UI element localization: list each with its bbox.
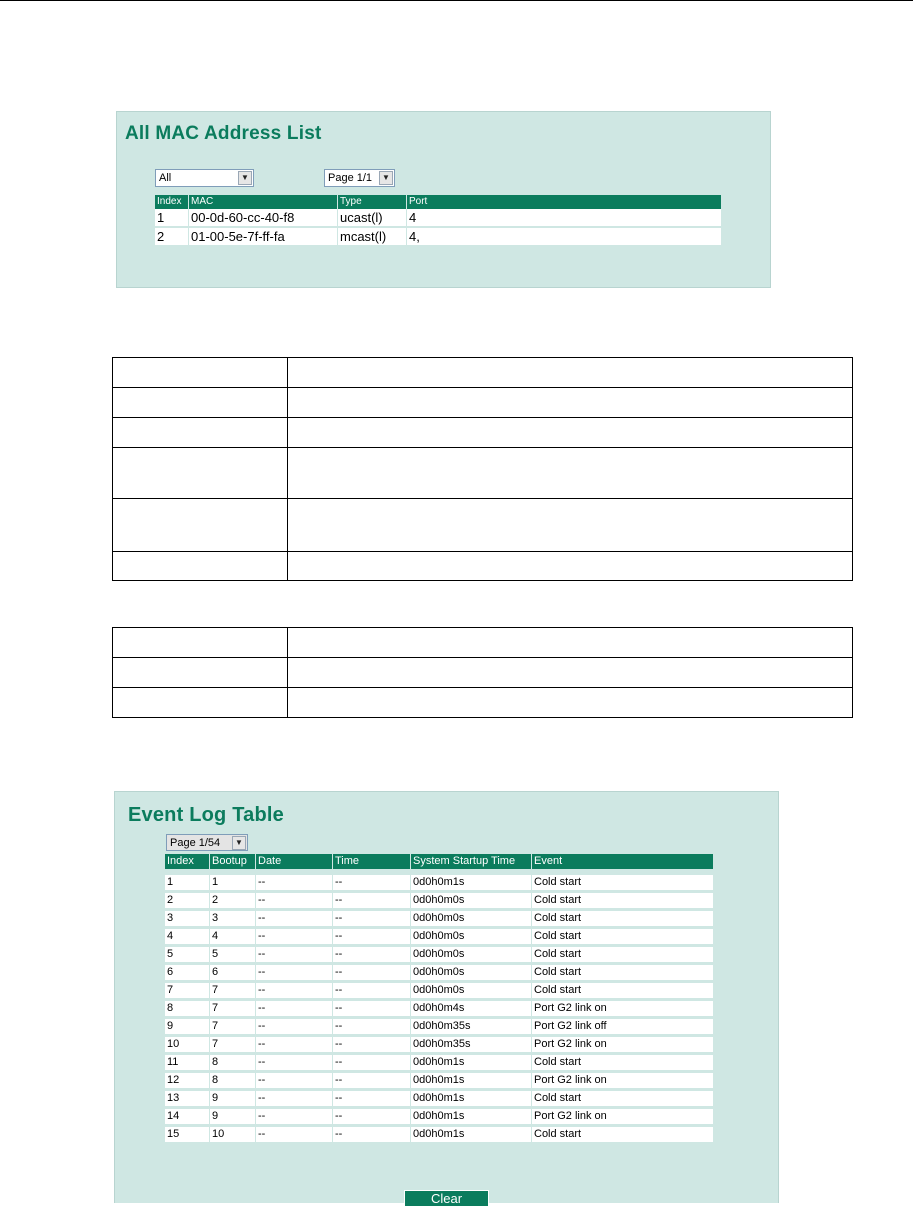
cell-type: mcast(l) — [338, 227, 407, 246]
cell-system-startup-time: 0d0h0m0s — [411, 910, 532, 928]
empty-cell — [113, 448, 288, 499]
empty-cell — [288, 658, 853, 688]
col-event: Event — [532, 854, 714, 869]
cell-bootup: 9 — [210, 1108, 256, 1126]
cell-time: -- — [333, 1108, 411, 1126]
empty-cell — [113, 388, 288, 418]
table-row — [165, 1054, 714, 1072]
cell-bootup: 6 — [210, 964, 256, 982]
cell-system-startup-time: 0d0h0m1s — [411, 1072, 532, 1090]
cell-system-startup-time: 0d0h0m4s — [411, 1000, 532, 1018]
cell-index: 12 — [165, 1072, 210, 1090]
chevron-down-icon: ▼ — [232, 836, 246, 850]
table-row — [165, 1090, 714, 1108]
cell-bootup: 3 — [210, 910, 256, 928]
cell-index: 5 — [165, 946, 210, 964]
chevron-down-icon: ▼ — [238, 171, 252, 185]
event-table-header — [165, 854, 714, 869]
cell-system-startup-time: 0d0h0m35s — [411, 1036, 532, 1054]
cell-system-startup-time: 0d0h0m1s — [411, 1090, 532, 1108]
cell-bootup: 2 — [210, 892, 256, 910]
empty-cell — [288, 628, 853, 658]
cell-index: 2 — [155, 227, 189, 246]
empty-cell — [288, 499, 853, 552]
cell-bootup: 1 — [210, 875, 256, 892]
cell-time: -- — [333, 1000, 411, 1018]
cell-date: -- — [256, 1054, 333, 1072]
table-row — [165, 1072, 714, 1090]
cell-time: -- — [333, 964, 411, 982]
clear-button[interactable]: Clear — [404, 1190, 489, 1207]
empty-cell — [288, 358, 853, 388]
cell-system-startup-time: 0d0h0m1s — [411, 1054, 532, 1072]
empty-cell — [113, 418, 288, 448]
empty-cell — [113, 688, 288, 718]
table-row — [165, 928, 714, 946]
cell-mac: 01-00-5e-7f-ff-fa — [189, 227, 338, 246]
cell-index: 6 — [165, 964, 210, 982]
cell-index: 9 — [165, 1018, 210, 1036]
cell-bootup: 7 — [210, 1018, 256, 1036]
table-row — [165, 946, 714, 964]
table-row — [113, 628, 853, 658]
cell-system-startup-time: 0d0h0m1s — [411, 1126, 532, 1144]
cell-bootup: 7 — [210, 1000, 256, 1018]
cell-bootup: 7 — [210, 982, 256, 1000]
cell-time: -- — [333, 1126, 411, 1144]
table-row — [165, 1036, 714, 1054]
cell-system-startup-time: 0d0h0m0s — [411, 946, 532, 964]
mac-table — [155, 195, 722, 247]
cell-index: 2 — [165, 892, 210, 910]
cell-time: -- — [333, 892, 411, 910]
cell-index: 1 — [155, 209, 189, 227]
mac-panel-title: All MAC Address List — [125, 123, 322, 144]
cell-bootup: 10 — [210, 1126, 256, 1144]
mac-table-header — [155, 195, 722, 209]
empty-cell — [113, 658, 288, 688]
table-row — [113, 499, 853, 552]
cell-date: -- — [256, 982, 333, 1000]
cell-index: 14 — [165, 1108, 210, 1126]
cell-event: Cold start — [532, 1054, 714, 1072]
col-index: Index — [155, 195, 189, 209]
cell-index: 13 — [165, 1090, 210, 1108]
cell-time: -- — [333, 928, 411, 946]
event-page-select[interactable] — [166, 834, 248, 851]
col-time: Time — [333, 854, 411, 869]
cell-bootup: 8 — [210, 1072, 256, 1090]
cell-bootup: 7 — [210, 1036, 256, 1054]
cell-event: Cold start — [532, 1090, 714, 1108]
cell-event: Port G2 link on — [532, 1000, 714, 1018]
empty-cell — [113, 358, 288, 388]
table-row — [113, 688, 853, 718]
empty-cell — [113, 628, 288, 658]
cell-date: -- — [256, 946, 333, 964]
cell-port: 4 — [407, 209, 722, 227]
cell-index: 15 — [165, 1126, 210, 1144]
table-row — [165, 875, 714, 892]
cell-date: -- — [256, 875, 333, 892]
cell-event: Cold start — [532, 946, 714, 964]
cell-index: 7 — [165, 982, 210, 1000]
cell-event: Cold start — [532, 910, 714, 928]
mac-filter-value: All — [159, 172, 172, 184]
cell-index: 8 — [165, 1000, 210, 1018]
cell-bootup: 4 — [210, 928, 256, 946]
cell-system-startup-time: 0d0h0m1s — [411, 1108, 532, 1126]
cell-date: -- — [256, 1090, 333, 1108]
table-row — [113, 658, 853, 688]
empty-cell — [288, 388, 853, 418]
cell-index: 11 — [165, 1054, 210, 1072]
cell-event: Cold start — [532, 1126, 714, 1144]
cell-time: -- — [333, 910, 411, 928]
cell-index: 3 — [165, 910, 210, 928]
cell-event: Port G2 link on — [532, 1036, 714, 1054]
empty-cell — [288, 448, 853, 499]
mac-address-list-panel — [116, 111, 771, 288]
cell-date: -- — [256, 892, 333, 910]
cell-event: Cold start — [532, 964, 714, 982]
cell-date: -- — [256, 1036, 333, 1054]
mac-page-select[interactable] — [324, 169, 395, 187]
empty-cell — [288, 688, 853, 718]
table-row — [113, 358, 853, 388]
cell-date: -- — [256, 910, 333, 928]
empty-cell — [288, 552, 853, 581]
mac-filter-select[interactable] — [155, 169, 254, 187]
cell-time: -- — [333, 875, 411, 892]
cell-type: ucast(l) — [338, 209, 407, 227]
col-port: Port — [407, 195, 722, 209]
cell-date: -- — [256, 1072, 333, 1090]
event-panel-title: Event Log Table — [128, 804, 284, 826]
cell-event: Port G2 link on — [532, 1108, 714, 1126]
event-log-table — [165, 854, 714, 1145]
table-row — [165, 1126, 714, 1144]
cell-system-startup-time: 0d0h0m0s — [411, 928, 532, 946]
page-top-rule — [0, 0, 913, 1]
cell-system-startup-time: 0d0h0m0s — [411, 892, 532, 910]
empty-cell — [113, 499, 288, 552]
cell-event: Cold start — [532, 928, 714, 946]
col-system-startup-time: System Startup Time — [411, 854, 532, 869]
cell-time: -- — [333, 1018, 411, 1036]
cell-event: Port G2 link off — [532, 1018, 714, 1036]
cell-time: -- — [333, 1054, 411, 1072]
col-bootup: Bootup — [210, 854, 256, 869]
cell-date: -- — [256, 1000, 333, 1018]
table-row — [155, 209, 722, 227]
empty-description-table-1 — [112, 357, 853, 581]
table-row — [165, 1018, 714, 1036]
cell-system-startup-time: 0d0h0m35s — [411, 1018, 532, 1036]
col-date: Date — [256, 854, 333, 869]
cell-mac: 00-0d-60-cc-40-f8 — [189, 209, 338, 227]
table-row — [165, 892, 714, 910]
cell-bootup: 9 — [210, 1090, 256, 1108]
table-row — [165, 910, 714, 928]
cell-system-startup-time: 0d0h0m0s — [411, 982, 532, 1000]
cell-time: -- — [333, 1036, 411, 1054]
table-row — [113, 418, 853, 448]
empty-cell — [113, 552, 288, 581]
table-row — [113, 552, 853, 581]
cell-date: -- — [256, 1108, 333, 1126]
cell-system-startup-time: 0d0h0m0s — [411, 964, 532, 982]
cell-event: Port G2 link on — [532, 1072, 714, 1090]
cell-system-startup-time: 0d0h0m1s — [411, 875, 532, 892]
cell-event: Cold start — [532, 892, 714, 910]
cell-time: -- — [333, 946, 411, 964]
table-row — [113, 448, 853, 499]
cell-time: -- — [333, 1090, 411, 1108]
mac-page-value: Page 1/1 — [328, 172, 373, 184]
table-row — [165, 1000, 714, 1018]
cell-date: -- — [256, 1018, 333, 1036]
cell-bootup: 8 — [210, 1054, 256, 1072]
cell-port: 4, — [407, 227, 722, 246]
cell-index: 10 — [165, 1036, 210, 1054]
cell-bootup: 5 — [210, 946, 256, 964]
cell-index: 1 — [165, 875, 210, 892]
cell-event: Cold start — [532, 982, 714, 1000]
cell-date: -- — [256, 1126, 333, 1144]
event-log-panel — [114, 791, 779, 1206]
cell-time: -- — [333, 1072, 411, 1090]
col-type: Type — [338, 195, 407, 209]
cell-time: -- — [333, 982, 411, 1000]
cell-date: -- — [256, 964, 333, 982]
cell-index: 4 — [165, 928, 210, 946]
cell-event: Cold start — [532, 875, 714, 892]
table-row — [113, 388, 853, 418]
empty-description-table-2 — [112, 627, 853, 718]
col-mac: MAC — [189, 195, 338, 209]
table-row — [165, 964, 714, 982]
chevron-down-icon: ▼ — [379, 171, 393, 185]
event-page-value: Page 1/54 — [170, 837, 221, 849]
table-row — [165, 1108, 714, 1126]
table-row — [155, 227, 722, 246]
table-row — [165, 982, 714, 1000]
empty-cell — [288, 418, 853, 448]
col-index: Index — [165, 854, 210, 869]
cell-date: -- — [256, 928, 333, 946]
